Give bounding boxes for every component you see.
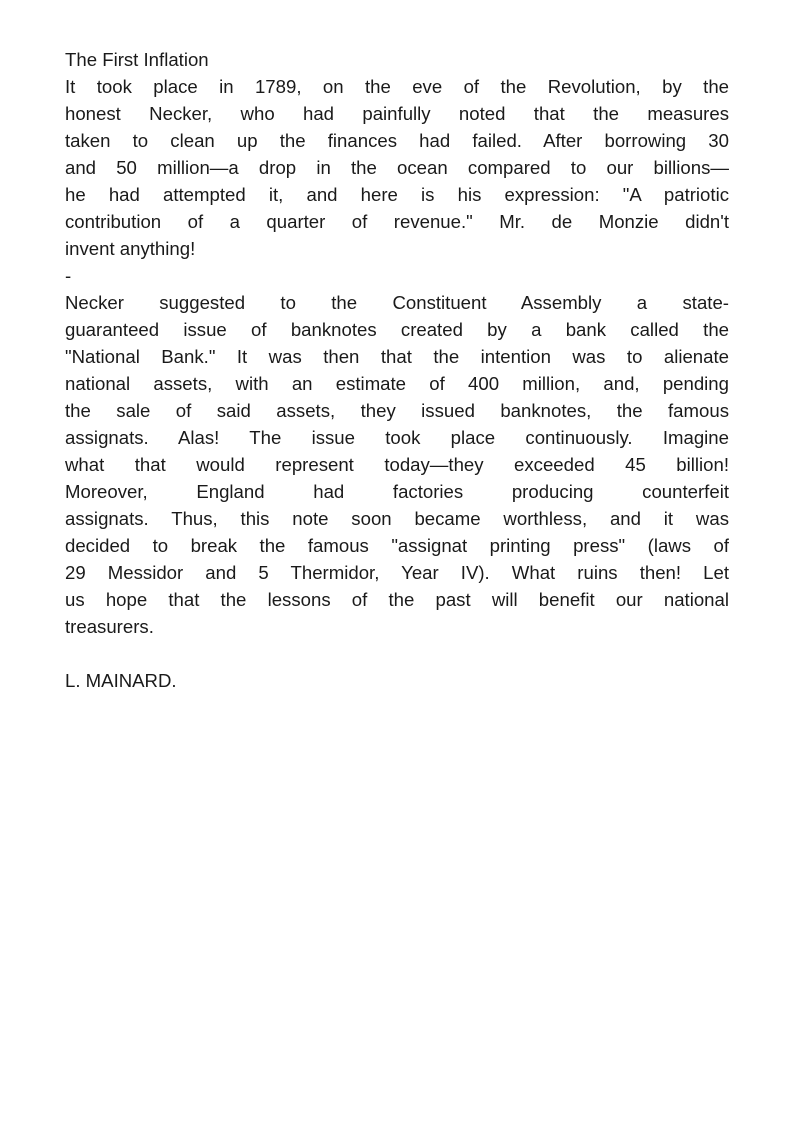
text-line: Moreover, England had factories producing counterfeit bbox=[65, 481, 729, 502]
text-line: decided to break the famous "assignat printing press" (laws of bbox=[65, 535, 729, 556]
text-line: guaranteed issue of banknotes created by a bank called the bbox=[65, 319, 729, 340]
text-line: what that would represent today—they exceeded 45 billion! bbox=[65, 454, 729, 475]
separator bbox=[65, 262, 729, 289]
document-body bbox=[65, 73, 729, 694]
text-line: us hope that the lessons of the past will benefit our national bbox=[65, 589, 729, 610]
paragraph-1 bbox=[65, 73, 729, 262]
document-page bbox=[65, 46, 729, 694]
text-line: "National Bank." It was then that the intention was to alienate bbox=[65, 346, 729, 367]
text-line: 29 Messidor and 5 Thermidor, Year IV). What ruins then! Let bbox=[65, 562, 729, 583]
text-line: Necker suggested to the Constituent Assembly a state- bbox=[65, 292, 729, 313]
text-line: honest Necker, who had painfully noted that the measures bbox=[65, 103, 729, 124]
signature bbox=[65, 667, 729, 694]
text-line: and 50 million—a drop in the ocean compared to our billions— bbox=[65, 157, 729, 178]
text-line: taken to clean up the finances had failed. After borrowing 30 bbox=[65, 130, 729, 151]
text-line: L. MAINARD. bbox=[65, 670, 177, 691]
text-line: assignats. Thus, this note soon became worthless, and it was bbox=[65, 508, 729, 529]
text-line: treasurers. bbox=[65, 616, 154, 637]
page-title: The First Inflation bbox=[65, 49, 209, 70]
text-line: contribution of a quarter of revenue." Mr. de Monzie didn't bbox=[65, 211, 729, 232]
text-line: assignats. Alas! The issue took place continuously. Imagine bbox=[65, 427, 729, 448]
text-line: national assets, with an estimate of 400 million, and, pending bbox=[65, 373, 729, 394]
text-line: It took place in 1789, on the eve of the Revolution, by the bbox=[65, 76, 729, 97]
text-line: he had attempted it, and here is his expression: "A patriotic bbox=[65, 184, 729, 205]
text-line: the sale of said assets, they issued banknotes, the famous bbox=[65, 400, 729, 421]
text-line: invent anything! bbox=[65, 238, 196, 259]
text-line: - bbox=[65, 265, 72, 286]
paragraph-2 bbox=[65, 289, 729, 640]
